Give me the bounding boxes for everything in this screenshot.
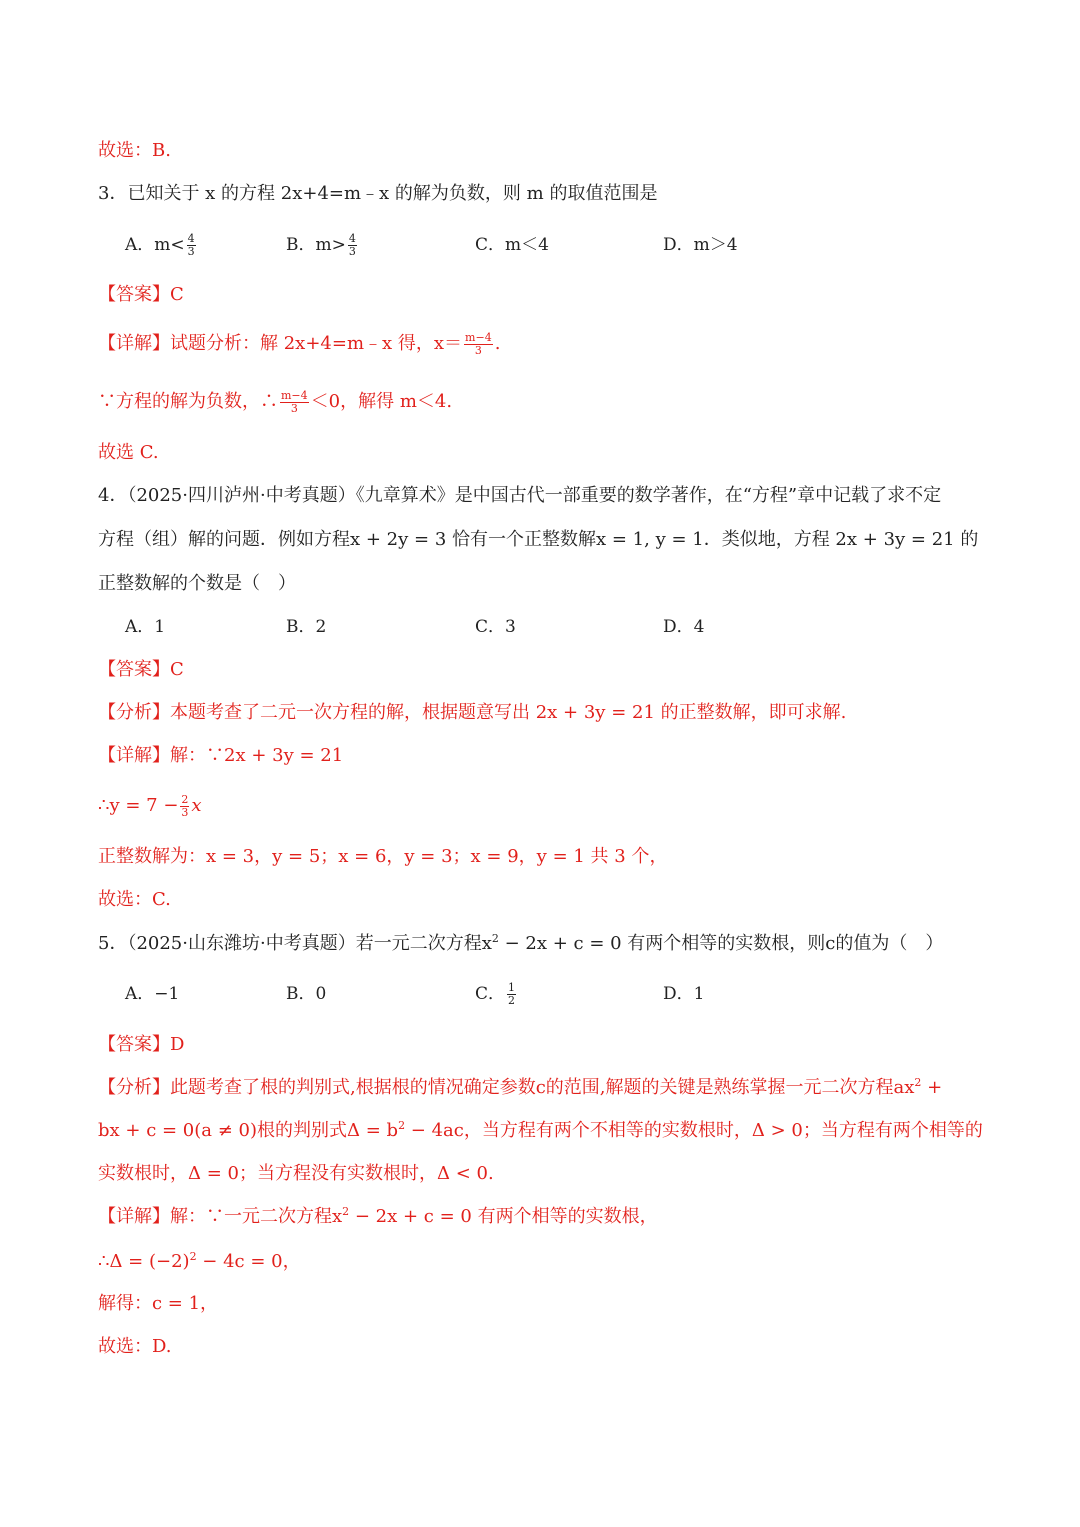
- q4-therefore-num: 2: [181, 792, 189, 806]
- q4-option-c: C．3: [475, 617, 516, 637]
- q5-detail-prefix: 【详解】解：∵一元二次方程x: [98, 1206, 343, 1227]
- q5-option-a: A．−1: [125, 984, 180, 1004]
- q5-delta-prefix: ∴Δ = (−2): [98, 1251, 190, 1272]
- q3-detail: [98, 331, 982, 357]
- q3-option-a-den: 3: [187, 245, 195, 258]
- q5-analysis-line3: 实数根时，Δ = 0；当方程没有实数根时，Δ < 0.: [98, 1163, 494, 1184]
- q5-analysis-line2: [98, 1118, 982, 1144]
- q4-analysis: 【分析】本题考查了二元一次方程的解，根据题意写出 2x + 3y = 21 的正整数解，即可求解.: [98, 702, 847, 723]
- q5-detail: [98, 1204, 982, 1230]
- q3-stem: 3．已知关于 x 的方程 2x+4=m﹣x 的解为负数，则 m 的取值范围是: [98, 183, 658, 204]
- q3-option-c: C．m＜4: [475, 235, 549, 255]
- q4-option-b: B．2: [286, 617, 327, 637]
- q5-analysis-line2-sup: 2: [398, 1119, 406, 1132]
- q4-stem-line1: 4．（2025·四川泸州·中考真题）《九章算术》是中国古代一部重要的数学著作，在“方程”章中记载了求不定: [98, 485, 942, 506]
- q5-detail-suffix: − 2x + c = 0 有两个相等的实数根，: [349, 1206, 658, 1227]
- q4-therefore-prefix: ∴y = 7 −: [98, 795, 179, 816]
- q5-solve: 解得：c = 1，: [98, 1293, 219, 1314]
- q3-option-a-label: A．m<: [125, 235, 185, 255]
- q5-detail-sup: 2: [342, 1205, 350, 1218]
- q5-option-c-label: C．: [475, 984, 506, 1004]
- q5-stem-prefix: 5．（2025·山东潍坊·中考真题）若一元二次方程x: [98, 933, 492, 954]
- q5-answer: 【答案】D: [98, 1034, 185, 1055]
- q5-option-d: D．1: [663, 984, 705, 1004]
- q4-therefore: [98, 793, 982, 819]
- prev-conclusion: 故选：B.: [98, 140, 171, 161]
- q3-detail-end: .: [494, 333, 501, 354]
- q5-delta: [98, 1249, 982, 1275]
- q3-option-b: [286, 232, 359, 258]
- q5-option-c-num: 1: [508, 981, 516, 994]
- q5-delta-suffix: − 4c = 0，: [196, 1251, 301, 1272]
- q5-option-b: B．0: [286, 984, 327, 1004]
- q3-since: [98, 389, 982, 415]
- q4-therefore-suffix: x: [191, 795, 202, 816]
- q3-option-d: D．m＞4: [663, 235, 738, 255]
- q5-conclusion: 故选：D.: [98, 1336, 172, 1357]
- q5-delta-sup: 2: [189, 1250, 197, 1263]
- q3-since-num: m−4: [281, 388, 308, 402]
- q3-since-suffix: ＜0，解得 m＜4.: [310, 391, 453, 412]
- q3-option-a-num: 4: [187, 232, 195, 245]
- q5-stem: [98, 931, 982, 957]
- q4-conclusion: 故选：C.: [98, 889, 171, 910]
- q5-stem-sup: 2: [491, 932, 499, 945]
- q3-detail-num: m−4: [465, 330, 492, 344]
- q4-solutions: 正整数解为：x = 3，y = 5；x = 6，y = 3；x = 9，y = 1 共 3 个，: [98, 846, 668, 867]
- q5-analysis-line2-prefix: bx + c = 0(a ≠ 0)根的判别式Δ = b: [98, 1120, 399, 1141]
- q3-option-b-num: 4: [348, 232, 356, 245]
- q5-analysis-line1: [98, 1075, 982, 1101]
- q3-detail-text: 【详解】试题分析：解 2x+4=m﹣x 得，x＝: [98, 333, 463, 354]
- q4-answer: 【答案】C: [98, 659, 184, 680]
- q4-detail: 【详解】解：∵2x + 3y = 21: [98, 745, 344, 766]
- q3-option-b-label: B．m>: [286, 235, 346, 255]
- q4-stem-line2: 方程（组）解的问题．例如方程x + 2y = 3 恰有一个正整数解x = 1, y = 1．类似地，方程 2x + 3y = 21 的: [98, 529, 979, 550]
- q5-option-c-den: 2: [508, 994, 516, 1007]
- q4-option-a: A．1: [125, 617, 166, 637]
- q5-analysis-line1-suffix: +: [921, 1077, 943, 1098]
- q5-stem-suffix: − 2x + c = 0 有两个相等的实数根，则c的值为（ ）: [498, 933, 944, 954]
- q3-since-den: 3: [290, 401, 298, 415]
- q3-answer: 【答案】C: [98, 284, 184, 305]
- q5-analysis-line1-sup: 2: [914, 1076, 922, 1089]
- q5-analysis-line2-suffix: − 4ac，当方程有两个不相等的实数根时，Δ > 0；当方程有两个相等的: [405, 1120, 983, 1141]
- q3-option-b-den: 3: [348, 245, 356, 258]
- q5-option-c: [475, 981, 518, 1007]
- q4-stem-line3: 正整数解的个数是（ ）: [98, 573, 296, 594]
- q5-analysis-line1-prefix: 【分析】此题考查了根的判别式,根据根的情况确定参数c的范围,解题的关键是熟练掌握一元二次方程ax: [98, 1077, 915, 1098]
- q3-conclusion: 故选 C.: [98, 442, 159, 463]
- q4-therefore-den: 3: [181, 805, 189, 819]
- q3-detail-den: 3: [474, 343, 482, 357]
- q3-option-a: [125, 232, 198, 258]
- q3-since-prefix: ∵方程的解为负数，∴: [98, 391, 278, 412]
- q4-option-d: D．4: [663, 617, 705, 637]
